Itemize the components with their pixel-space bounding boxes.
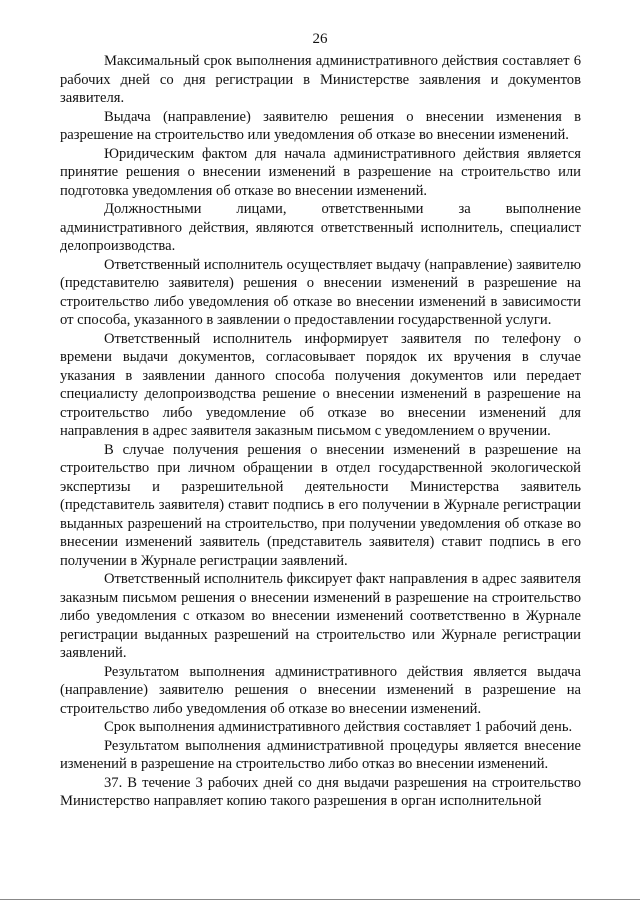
paragraph: Ответственный исполнитель информирует заявителя по телефону о времени выдачи документов, согласовывает порядок их вручения в случае указания в заявлении данного способа получения документов или передает специалисту делопроизводства решение о внесении изменений в разрешение на строительство либо уведомление об отказе во внесении изменений для направления в адрес заявителя заказным письмом с уведомлением о вручении. xyxy=(60,330,581,439)
paragraph: Срок выполнения административного действия составляет 1 рабочий день. xyxy=(104,719,573,735)
scan-edge-line xyxy=(0,899,640,900)
paragraph: Максимальный срок выполнения административного действия составляет 6 рабочих дней со дня регистрации в Министерстве заявления и документов заявителя. xyxy=(60,53,581,106)
paragraph: Юридическим фактом для начала административного действия является принятие решения о внесении изменений в разрешение на строительство или подготовка уведомления об отказе во внесении изменений. xyxy=(60,145,581,199)
page-number: 26 xyxy=(312,31,328,47)
paragraph: Ответственный исполнитель осуществляет выдачу (направление) заявителю (представителю заявителя) решения о внесении изменений в разрешение на строительство либо уведомления об отказе во внесении изменений в зависимости от способа, указанного в заявлении о предоставлении государственной услуги. xyxy=(60,256,581,328)
paragraph: Должностными лицами, ответственными за выполнение административного действия, являются ответственный исполнитель, специалист делопроизводства. xyxy=(60,201,581,254)
paragraph: Ответственный исполнитель фиксирует факт направления в адрес заявителя заказным письмом решения о внесении изменений в разрешение на строительство либо уведомления с отказом во внесении изменений соответственно в Журнале регистрации выданных разрешений на строительство или Журнале регистрации заявлений. xyxy=(60,571,581,661)
paragraph: Результатом выполнения административного действия является выдача (направление) заявителю решения о внесении изменений в разрешение на строительство либо уведомления об отказе во внесении изменений. xyxy=(60,663,581,717)
paragraph: Результатом выполнения административной процедуры является внесение изменений в разрешение на строительство либо отказ во внесении изменений. xyxy=(60,737,581,772)
paragraph: В случае получения решения о внесении изменений в разрешение на строительство при личном обращении в отдел государственной экологической экспертизы и разрешительной деятельности Министерства заявитель (представитель заявителя) ставит подпись в его получении в Журнале регистрации выданных разрешений на строительство, при получении уведомления об отказе во внесении изменений заявитель (представитель заявителя) ставит подпись в его получении в Журнале регистрации заявлений. xyxy=(60,441,581,569)
paragraph: Выдача (направление) заявителю решения о внесении изменения в разрешение на строительство или уведомления об отказе во внесении изменений. xyxy=(60,108,581,143)
paragraph: 37. В течение 3 рабочих дней со дня выдачи разрешения на строительство Министерство направляет копию такого разрешения в орган исполнительной xyxy=(60,774,581,809)
body-text xyxy=(60,52,581,811)
